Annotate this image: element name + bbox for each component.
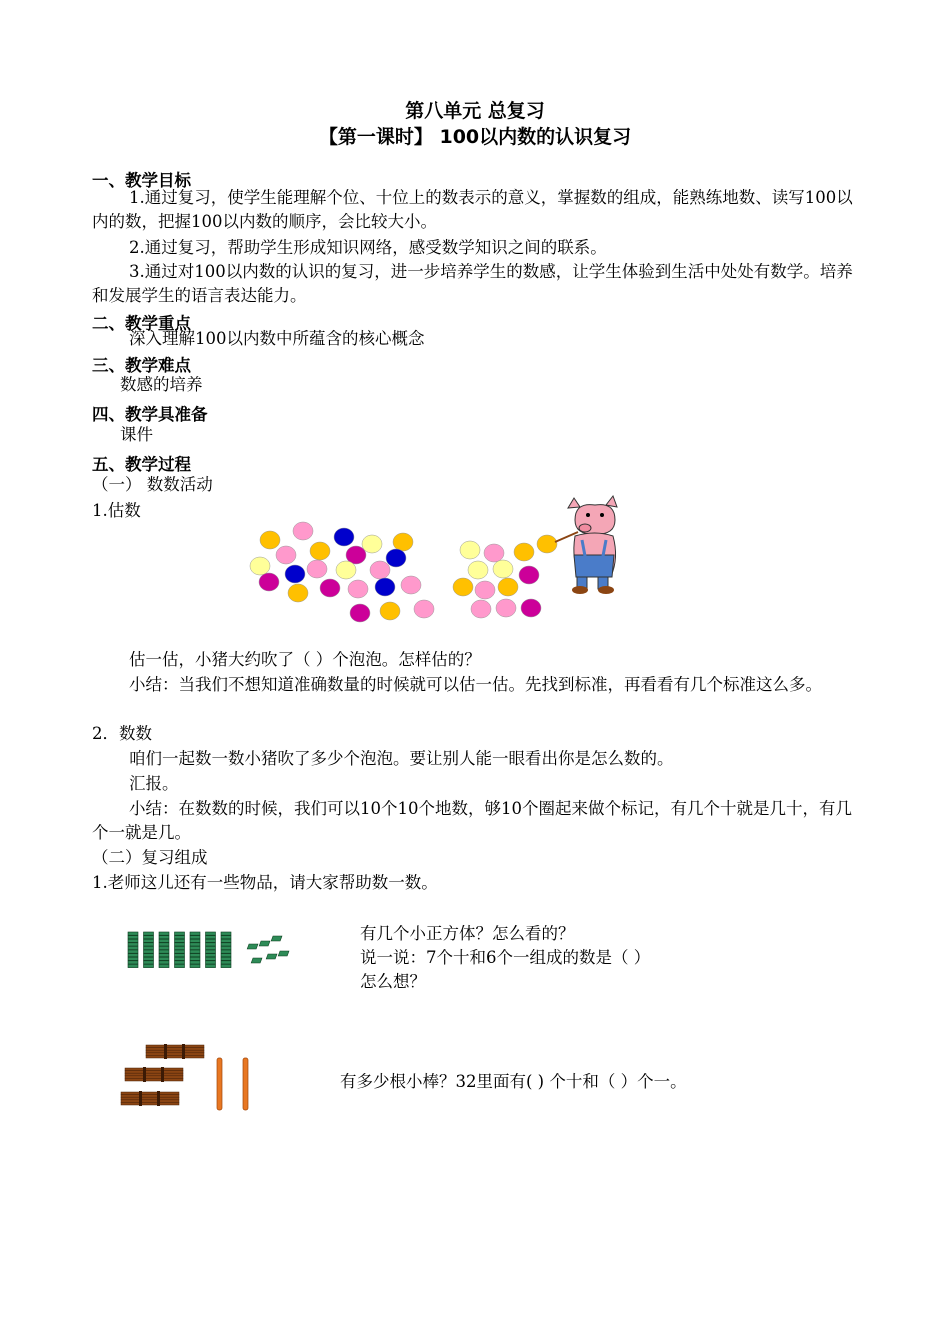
heading-keypoint: 二、教学重点 — [92, 314, 191, 333]
stick-bundle-icon — [121, 1091, 179, 1106]
cubes-question-2: 说一说：7个十和6个一组成的数是（ ） — [360, 948, 651, 967]
keypoint-text: 深入理解100以内数中所蕴含的核心概念 — [129, 329, 425, 348]
part2-label: （二）复习组成 — [92, 848, 208, 867]
part1-label: （一） 数数活动 — [92, 475, 213, 494]
heading-difficulty: 三、教学难点 — [92, 356, 191, 375]
stick-bundle-icon — [125, 1067, 183, 1082]
heading-objectives: 一、教学目标 — [92, 171, 191, 190]
single-stick-icon — [217, 1058, 222, 1110]
stick-bundle-icon — [146, 1044, 204, 1059]
summary-count: 小结：在数数的时候，我们可以10个10个地数，够10个圈起来做个标记，有几个十就是几十，有几个一就是几。 — [92, 799, 852, 842]
estimate-question: 估一估，小猪大约吹了（ ）个泡泡。怎样估的？ — [129, 650, 481, 669]
cubes-question-1: 有几个小正方体？怎么看的？ — [360, 924, 575, 943]
difficulty-text: 数感的培养 — [120, 375, 203, 394]
cubes-question-3: 怎么想？ — [360, 972, 426, 991]
step2-label: 2．数数 — [92, 724, 152, 743]
summary-estimate: 小结：当我们不想知道准确数量的时候就可以估一估。先找到标准，再看看有几个标准这么多。 — [129, 675, 822, 694]
objective-2: 2.通过复习，帮助学生形成知识网络，感受数学知识之间的联系。 — [129, 238, 607, 257]
step1-label: 1.估数 — [92, 501, 141, 520]
page-subtitle: 【第一课时】 100以内数的认识复习 — [318, 126, 632, 148]
single-stick-icon — [243, 1058, 248, 1110]
report-text: 汇报。 — [129, 774, 179, 793]
step3-label: 1.老师这儿还有一些物品，请大家帮助数一数。 — [92, 873, 438, 892]
count-instruction: 咱们一起数一数小猪吹了多少个泡泡。要让别人能一眼看出你是怎么数的。 — [129, 749, 674, 768]
heading-process: 五、教学过程 — [92, 455, 191, 474]
objective-3: 3.通过对100以内数的认识的复习，进一步培养学生的数感，让学生体验到生活中处处有数学。培养和发展学生的语言表达能力。 — [92, 262, 853, 305]
sticks-question: 有多少根小棒？32里面有( ) 个十和（ ）个一。 — [340, 1072, 687, 1091]
materials-text: 课件 — [120, 425, 153, 444]
page-title: 第八单元 总复习 — [405, 100, 545, 122]
heading-materials: 四、教学具准备 — [92, 405, 208, 424]
objective-1: 1.通过复习，使学生能理解个位、十位上的数表示的意义，掌握数的组成，能熟练地数、读写100以内的数，把握100以内数的顺序，会比较大小。 — [92, 188, 853, 231]
